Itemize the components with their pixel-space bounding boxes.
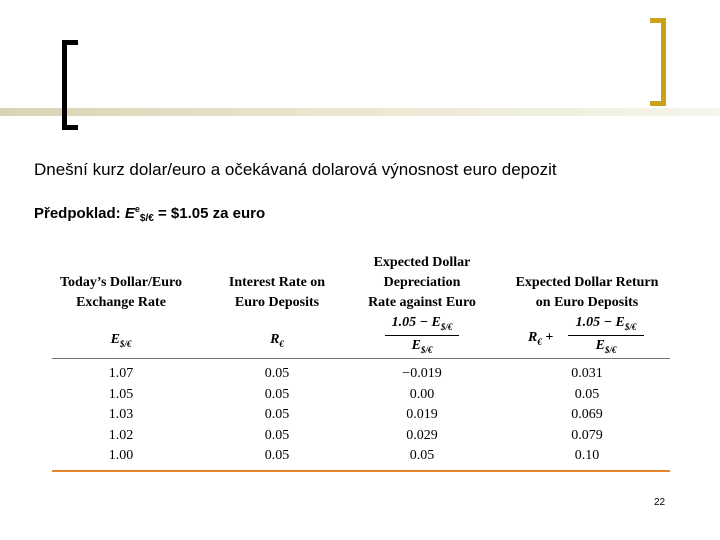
left-bracket-decoration — [62, 40, 78, 130]
header-line: Expected Dollar Return — [515, 275, 659, 290]
header-rule — [52, 358, 670, 359]
header-line: Today’s Dollar/Euro — [59, 275, 182, 290]
symbol-var: 1.05 − E — [391, 315, 441, 330]
symbol-plus: + — [545, 330, 554, 345]
table-cell: 0.10 — [574, 448, 600, 463]
symbol-interest-rate — [212, 332, 342, 349]
header-line: Rate against Euro — [368, 295, 476, 310]
fraction-bar-2 — [568, 335, 644, 336]
assumption-label: Předpoklad: — [34, 205, 121, 222]
table-cell: 1.03 — [108, 407, 134, 422]
assumption-variable: E — [124, 205, 135, 222]
symbol-sub: $/€ — [420, 344, 433, 355]
fraction-numerator-2 — [564, 315, 648, 332]
fraction-denominator-2 — [564, 338, 648, 355]
header-expected-return — [504, 273, 670, 313]
symbol-var: R — [528, 330, 538, 345]
assumption-subscript: $/€ — [139, 213, 154, 224]
slide-title: Dnešní kurz dolar/euro a očekávaná dolarová výnosnost euro depozit — [34, 160, 557, 179]
table-cell: 0.05 — [264, 386, 290, 402]
fraction-bar — [385, 335, 459, 336]
table-cell: 0.05 — [409, 448, 435, 463]
fraction-numerator — [357, 315, 487, 332]
table-cell: 0.029 — [406, 427, 438, 443]
right-bracket-decoration — [650, 18, 666, 106]
header-depreciation — [357, 253, 487, 313]
table-cell: 1.00 — [108, 448, 134, 463]
table-cell: 0.05 — [264, 366, 290, 381]
table-cell: 1.05 — [108, 386, 134, 402]
header-exchange-rate — [52, 273, 190, 313]
decorative-band — [0, 108, 720, 116]
table-cell: 0.019 — [406, 407, 438, 422]
header-line: Euro Deposits — [234, 295, 320, 310]
assumption-line — [34, 204, 265, 224]
symbol-var: E — [595, 338, 605, 353]
header-line: on Euro Deposits — [535, 295, 639, 310]
formula-r-plus — [528, 330, 568, 347]
table-cell: 0.031 — [571, 366, 603, 381]
header-line: Expected Dollar — [373, 255, 471, 270]
header-line: Interest Rate on — [228, 275, 326, 290]
symbol-var: 1.05 − E — [575, 315, 625, 330]
table-cell: 0.05 — [264, 407, 290, 422]
table-cell: 1.02 — [108, 427, 134, 443]
table-cell: 0.05 — [264, 427, 290, 443]
table-cell: −0.019 — [402, 366, 442, 381]
assumption-value: = $1.05 za euro — [157, 205, 266, 222]
table-bottom-rule — [52, 470, 670, 472]
symbol-sub: $/€ — [119, 338, 132, 349]
table-cell: 0.05 — [574, 386, 600, 402]
table-cell: 0.05 — [264, 448, 290, 463]
table-cell: 0.069 — [571, 407, 603, 422]
table-cell: 1.07 — [108, 366, 134, 381]
symbol-var: R — [270, 332, 280, 347]
symbol-sub: $/€ — [604, 344, 617, 355]
header-line: Exchange Rate — [76, 295, 166, 310]
fraction-denominator — [357, 338, 487, 355]
page-number: 22 — [654, 497, 666, 508]
symbol-sub: $/€ — [624, 321, 637, 332]
table-cell: 0.079 — [571, 427, 603, 443]
symbol-var: E — [110, 332, 120, 347]
table-cell: 0.00 — [409, 386, 435, 402]
symbol-exchange-rate — [52, 332, 190, 349]
symbol-var: E — [411, 338, 421, 353]
symbol-sub: € — [279, 338, 284, 349]
header-line: Depreciation — [383, 275, 461, 290]
symbol-sub: € — [537, 336, 542, 347]
header-interest-rate — [212, 273, 342, 313]
symbol-sub: $/€ — [440, 321, 453, 332]
assumption-superscript: e — [134, 204, 140, 214]
